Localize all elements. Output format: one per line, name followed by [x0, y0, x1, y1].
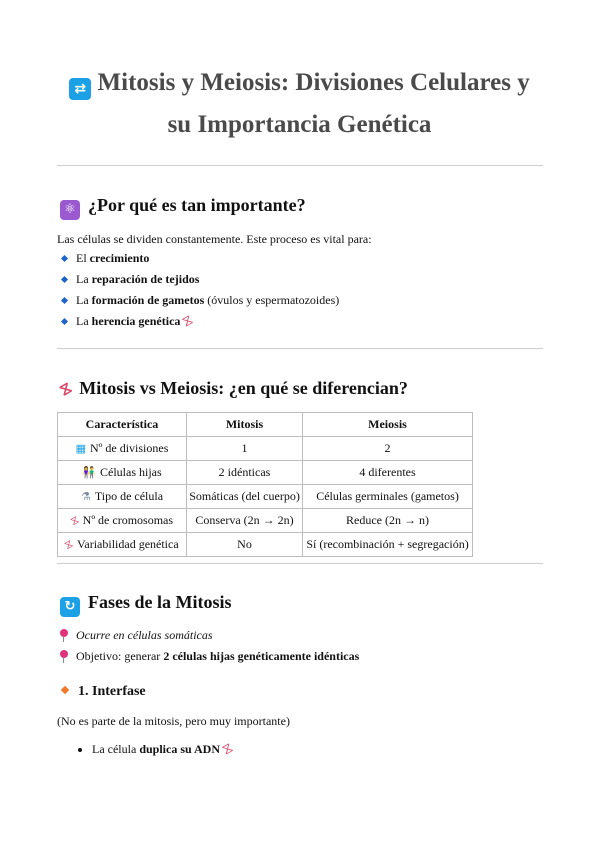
- pushpin-icon: [60, 629, 68, 637]
- table-row: ⚗ Tipo de célula Somáticas (del cuerpo) Células germinales (gametos): [58, 485, 473, 509]
- page-title: [40, 62, 559, 146]
- table-row: ⧖ Nº de cromosomas Conserva (2n → 2n) Reduce (2n → n): [58, 509, 473, 533]
- section-heading-compare: ⧖ Mitosis vs Meiosis: ¿en qué se diferencian?: [55, 377, 408, 400]
- interfase-note: (No es parte de la mitosis, pero muy importante): [57, 714, 290, 728]
- microscope-icon: ⚗: [80, 490, 91, 503]
- numbers-icon: ▦: [75, 442, 86, 455]
- column-header: Característica: [58, 413, 187, 437]
- table-row: ⧖ Variabilidad genética No Sí (recombinación + segregación): [58, 533, 473, 557]
- list-item: La formación de gametos (óvulos y espermatozoides): [60, 290, 339, 311]
- title-line-2: su Importancia Genética: [167, 111, 432, 138]
- column-header: Mitosis: [187, 413, 303, 437]
- list-item: La reparación de tejidos: [60, 269, 339, 290]
- divider: [57, 563, 543, 564]
- pushpin-icon: [60, 650, 68, 658]
- comparison-table: [57, 412, 473, 557]
- dna-icon: ⧖: [62, 537, 76, 553]
- repeat-arrows-icon: ⇄: [69, 78, 91, 100]
- phases-pin-list: [60, 625, 359, 667]
- divider: [57, 348, 543, 349]
- orange-diamond-icon: [61, 686, 69, 694]
- people-icon: 👫: [82, 466, 97, 479]
- divider: [57, 165, 543, 166]
- table-row: ▦ Nº de divisiones 1 2: [58, 437, 473, 461]
- intro-text: Las células se dividen constantemente. Este proceso es vital para:: [57, 232, 372, 246]
- list-item: Ocurre en células somáticas: [60, 625, 359, 646]
- list-item: El crecimiento: [60, 248, 339, 269]
- sub-heading-interfase: 1. Interfase: [60, 684, 146, 700]
- list-item: La célula duplica su ADN ⧖: [76, 739, 233, 760]
- dna-icon: ⧖: [219, 739, 236, 759]
- atom-icon: ⚛: [60, 200, 80, 220]
- table-header-row: [58, 413, 473, 437]
- list-item: Objetivo: generar 2 células hijas genéticamente idénticas: [60, 646, 359, 667]
- title-line-1: Mitosis y Meiosis: Divisiones Celulares y: [97, 69, 530, 96]
- column-header: Meiosis: [303, 413, 473, 437]
- cycle-arrows-icon: ↻: [60, 597, 80, 617]
- dna-icon: ⧖: [55, 377, 75, 400]
- list-item: La herencia genética ⧖: [60, 311, 339, 332]
- section-heading-importance: ⚛ ¿Por qué es tan importante?: [60, 195, 306, 220]
- table-row: 👫 Células hijas 2 idénticas 4 diferentes: [58, 461, 473, 485]
- dna-icon: ⧖: [67, 513, 82, 529]
- importance-list: [60, 248, 339, 332]
- section-heading-phases: ↻ Fases de la Mitosis: [60, 592, 232, 617]
- dna-icon: ⧖: [179, 311, 197, 331]
- interfase-list: [76, 739, 236, 760]
